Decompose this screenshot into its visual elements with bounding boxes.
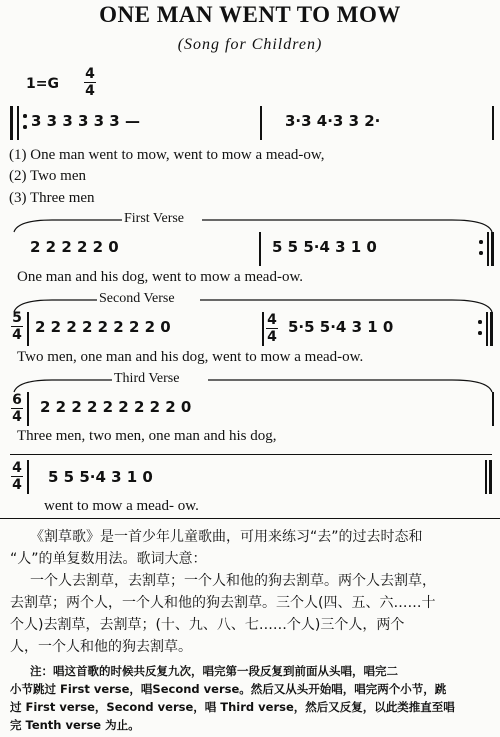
last-line-time-top: 4 [12, 460, 22, 476]
description-line-6: 人，一个人和他的狗去割草。 [10, 639, 192, 655]
second-verse-label: Second Verse [99, 291, 175, 306]
time-signature-bottom: 4 [85, 83, 95, 99]
second-verse-time-bottom: 4 [12, 327, 22, 343]
last-line-bracket [10, 454, 492, 455]
intro-notes-measure-1: 3 3 3 3 3 3 — [31, 112, 140, 130]
third-verse-time-signature [10, 392, 24, 425]
footnote-line-2: 小节跳过 First verse，唱Second verse。然后又从头开始唱，唱完两个小节，跳 [10, 682, 447, 696]
second-verse-notes-measure-2: 5·5 5·4 3 1 0 [288, 318, 394, 336]
intro-lyric-verse-3: (3) Three men [9, 190, 95, 206]
second-verse-time-top: 5 [12, 310, 22, 326]
description-line-4: 去割草；两个人，一个人和他的狗去割草。三个人(四、五、六……十 [10, 595, 436, 611]
first-verse-bracket [12, 214, 494, 234]
song-title: ONE MAN WENT TO MOW [99, 2, 401, 27]
first-verse-lyrics: One man and his dog, went to mow a mead-ow. [17, 269, 304, 285]
first-verse-notes-measure-1: 2 2 2 2 2 0 [30, 238, 119, 256]
time-signature [83, 66, 97, 99]
intro-lyric-verse-2: (2) Two men [9, 168, 86, 184]
last-line-time-signature [10, 460, 24, 493]
second-verse-time2-bottom: 4 [267, 329, 277, 345]
second-verse-lyrics: Two men, one man and his dog, went to mow a mead-ow. [17, 349, 364, 365]
description-line-3: 一个人去割草，去割草；一个人和他的狗去割草。两个人去割草， [30, 573, 436, 589]
second-verse-time-signature [10, 310, 24, 343]
first-verse-notes-measure-2: 5 5 5·4 3 1 0 [272, 238, 377, 256]
song-subtitle: (Song for Children) [177, 36, 323, 53]
time-signature-top: 4 [85, 66, 95, 82]
description-line-2: “人”的单复数用法。歌词大意： [10, 551, 207, 567]
third-verse-notes: 2 2 2 2 2 2 2 2 2 0 [40, 398, 192, 416]
last-line-notes: 5 5 5·4 3 1 0 [48, 468, 153, 486]
second-verse-notes-measure-1: 2 2 2 2 2 2 2 2 0 [35, 318, 171, 336]
intro-lyric-verse-1: (1) One man went to mow, went to mow a mead-ow, [9, 147, 325, 163]
second-verse-time-signature-2 [265, 312, 279, 345]
footnote-line-4: 完 Tenth verse 为止。 [10, 718, 140, 732]
third-verse-lyrics: Three men, two men, one man and his dog, [17, 428, 277, 444]
section-divider [0, 518, 500, 519]
first-verse-label: First Verse [124, 211, 185, 226]
third-verse-time-bottom: 4 [12, 409, 22, 425]
intro-notes-measure-2: 3·3 4·3 3 2· [285, 112, 381, 130]
third-verse-label: Third Verse [114, 371, 180, 386]
second-verse-time2-top: 4 [267, 312, 277, 328]
last-line-time-bottom: 4 [12, 477, 22, 493]
footnote-line-3: 过 First verse，Second verse，唱 Third verse，然后又反复，以此类推直至唱 [10, 700, 455, 714]
third-verse-time-top: 6 [12, 392, 22, 408]
last-line-lyrics: went to mow a mead- ow. [44, 498, 199, 514]
second-verse-bracket [12, 294, 494, 314]
key-signature: 1=G [26, 76, 59, 92]
description-line-5: 个人)去割草，去割草；(十、九、八、七……个人)三个人，两个 [10, 617, 405, 633]
footnote-line-1: 注：唱这首歌的时候共反复九次，唱完第一段反复到前面从头唱，唱完二 [30, 664, 398, 678]
description-line-1: 《割草歌》是一首少年儿童歌曲，可用来练习“去”的过去时态和 [30, 529, 423, 545]
third-verse-bracket [12, 374, 494, 394]
